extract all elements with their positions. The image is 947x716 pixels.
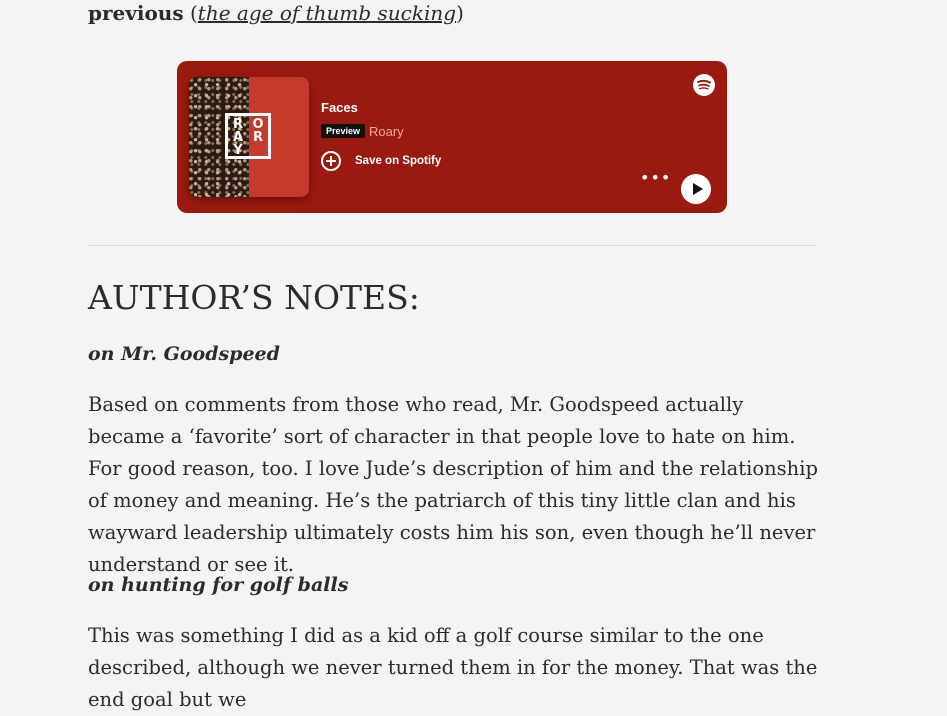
plus-circle-icon [321,151,341,171]
more-options-icon[interactable]: ••• [640,168,672,187]
note-body: Based on comments from those who read, Mr. Goodspeed actually became a ‘favorite’ sort of character in that people love to hate on him. For good reason, too. I love Jude’s description of him and the relationship of money and meaning. He’s the patriarch of this tiny little clan and his wayward leadership ultimately costs him his son, even though he’ll never understand or see it. [88,393,818,576]
open-paren: ( [189,1,198,25]
track-title[interactable]: Faces [321,100,358,115]
cover-letter: A [232,130,244,145]
preview-badge: Preview [321,124,365,138]
cover-logo [225,113,271,159]
previous-label: previous [88,1,184,25]
spotify-logo-icon[interactable] [693,74,715,96]
previous-chapter-link[interactable]: the age of thumb sucking [197,1,457,25]
cover-letter: R [252,130,263,145]
save-on-spotify-button[interactable] [321,151,441,171]
authors-notes-heading: AUTHOR’S NOTES: [88,278,420,317]
cover-letter [248,144,268,157]
note-body: This was something I did as a kid off a golf course similar to the one described, although we never turned them in for the money. That was the end goal but we [88,624,818,711]
artist-name[interactable]: Roary [369,124,404,139]
note-subheading: on hunting for golf balls [88,574,349,596]
previous-link-line [88,0,818,26]
spotify-embed-player[interactable] [177,61,727,213]
play-button[interactable] [681,174,711,204]
album-cover [189,77,309,197]
close-paren: ) [456,1,464,25]
cover-letter: O [252,117,264,132]
note-subheading: on Mr. Goodspeed [88,343,280,365]
save-label: Save on Spotify [355,155,442,167]
cover-letter: R [232,117,243,132]
divider [88,245,816,246]
cover-letter: Y [233,143,243,158]
